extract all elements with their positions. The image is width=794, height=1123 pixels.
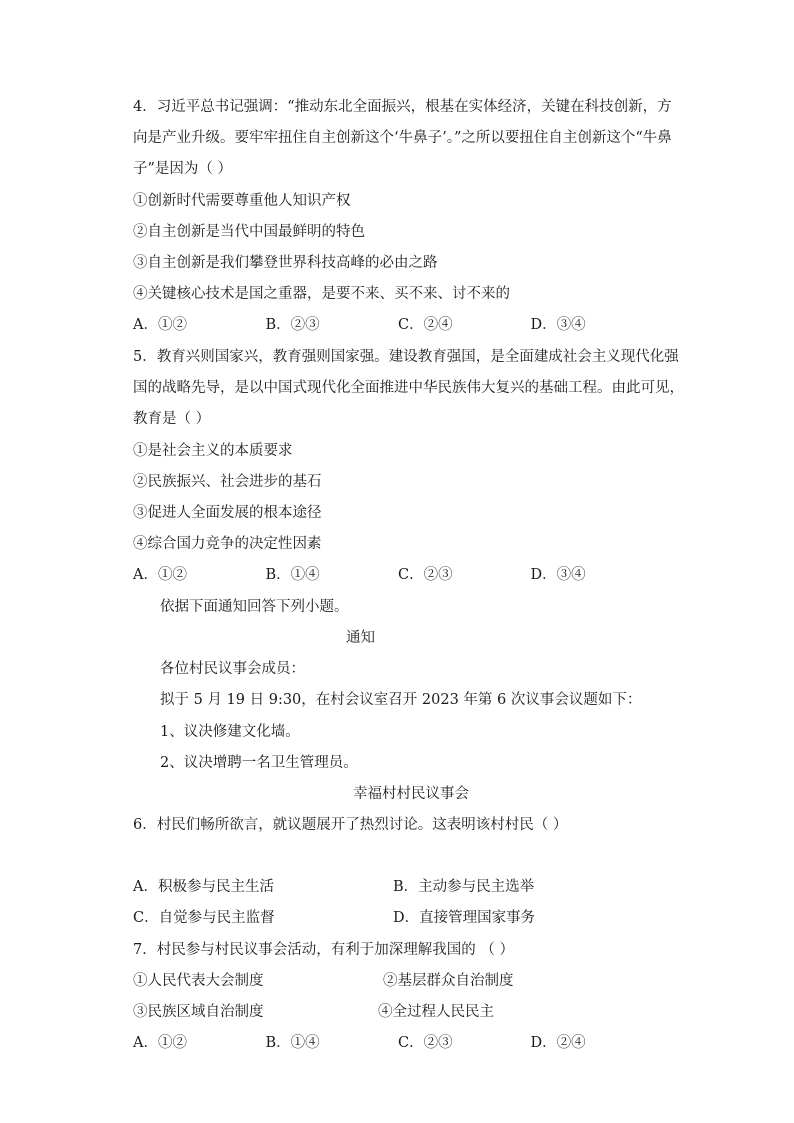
q5-option-b[interactable]: B．①④ — [265, 567, 320, 583]
q5-option-c[interactable]: C．②③ — [398, 567, 453, 583]
q4-stem-line-3: 子”是因为（ ） — [133, 161, 233, 177]
q6-options-row-1 — [133, 877, 653, 897]
q7-option-d[interactable]: D．②④ — [530, 1035, 586, 1051]
q6-option-c[interactable]: C．自觉参与民主监督 — [133, 910, 275, 926]
q7-statement-3: ③民族区域自治制度 — [133, 1004, 264, 1020]
q7-option-a[interactable]: A．①② — [133, 1035, 187, 1051]
q7-statement-2: ②基层群众自治制度 — [383, 973, 514, 989]
q4-option-b[interactable]: B．②③ — [265, 317, 320, 333]
q6-options-row-2 — [133, 908, 653, 928]
q5-options — [133, 565, 663, 585]
q4-option-c[interactable]: C．②④ — [398, 317, 453, 333]
q6-stem: 6．村民们畅所欲言，就议题展开了热烈讨论。这表明该村村民（ ） — [133, 817, 568, 833]
notice-item-2: 2、议决增聘一名卫生管理员。 — [160, 755, 358, 771]
q5-statement-2: ②民族振兴、社会进步的基石 — [133, 474, 322, 490]
notice-item-1: 1、议决修建文化墙。 — [160, 724, 300, 740]
q4-stem-line-2: 向是产业升级。要牢牢扭住自主创新这个‘牛鼻子’。”之所以要扭住自主创新这个“牛鼻 — [133, 130, 672, 146]
q4-options — [133, 315, 663, 335]
q4-statement-3: ③自主创新是我们攀登世界科技高峰的必由之路 — [133, 255, 438, 271]
notice-salutation: 各位村民议事会成员： — [160, 661, 305, 677]
q7-statement-1: ①人民代表大会制度 — [133, 973, 264, 989]
q4-statement-2: ②自主创新是当代中国最鲜明的特色 — [133, 224, 365, 240]
q4-option-a[interactable]: A．①② — [133, 317, 187, 333]
q4-statement-4: ④关键核心技术是国之重器，是要不来、买不来、讨不来的 — [133, 286, 510, 302]
q4-option-d[interactable]: D．③④ — [530, 317, 586, 333]
q6-option-d[interactable]: D．直接管理国家事务 — [393, 910, 536, 926]
q6-option-b[interactable]: B．主动参与民主选举 — [393, 879, 535, 895]
q7-option-c[interactable]: C．②③ — [398, 1035, 453, 1051]
q6-option-a[interactable]: A．积极参与民主生活 — [133, 879, 274, 895]
q5-option-d[interactable]: D．③④ — [530, 567, 586, 583]
q5-statement-3: ③促进人全面发展的根本途径 — [133, 505, 322, 521]
q4-stem-line-1: 4．习近平总书记强调：“推动东北全面振兴，根基在实体经济，关键在科技创新，方 — [133, 99, 672, 115]
q4-statement-1: ①创新时代需要尊重他人知识产权 — [133, 193, 351, 209]
q5-stem-line-1: 5．教育兴则国家兴，教育强则国家强。建设教育强国，是全面建成社会主义现代化强 — [133, 349, 679, 365]
q5-stem-line-2: 国的战略先导，是以中国式现代化全面推进中华民族伟大复兴的基础工程。由此可见， — [133, 380, 684, 396]
q7-option-b[interactable]: B．①④ — [265, 1035, 320, 1051]
q7-statement-4: ④全过程人民民主 — [378, 1004, 494, 1020]
notice-signature: 幸福村村民议事会 — [353, 786, 469, 802]
notice-intro: 依据下面通知回答下列小题。 — [160, 599, 349, 615]
q5-option-a[interactable]: A．①② — [133, 567, 187, 583]
q7-stem: 7．村民参与村民议事会活动，有利于加深理解我国的 （ ） — [133, 942, 514, 958]
q7-options — [133, 1033, 663, 1053]
q5-statement-4: ④综合国力竞争的决定性因素 — [133, 536, 322, 552]
q5-statement-1: ①是社会主义的本质要求 — [133, 443, 293, 459]
q5-stem-line-3: 教育是（ ） — [133, 411, 211, 427]
notice-body: 拟于 5 月 19 日 9:30，在村会议室召开 2023 年第 6 次议事会议题如下： — [160, 692, 642, 708]
notice-title: 通知 — [346, 630, 375, 646]
